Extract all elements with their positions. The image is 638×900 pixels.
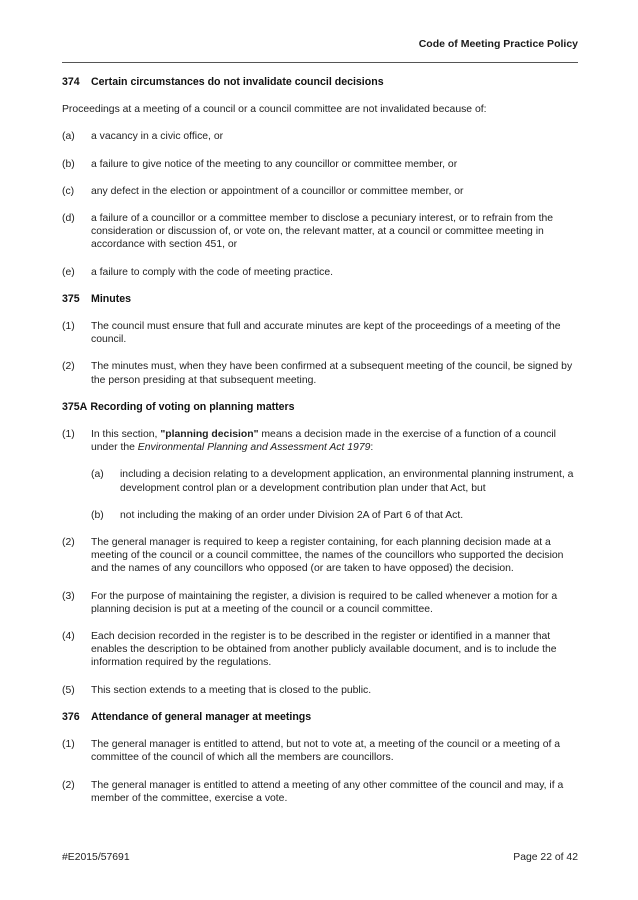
clause-text: Each decision recorded in the register is to be described in the register or identified in a manner that enables the description to be obtained from another publicly available document, and is to include the information required by the regulations.	[91, 631, 557, 669]
clause-label: (3)	[62, 590, 75, 602]
section-title: Recording of voting on planning matters	[90, 400, 295, 413]
clause-item	[62, 428, 579, 454]
clause-item	[62, 130, 579, 143]
clause-item	[62, 779, 579, 805]
clause-label: (b)	[62, 158, 75, 170]
subclause-text: including a decision relating to a development application, an environmental planning instrument, a development control plan or a development contribution plan under that Act, but	[120, 469, 574, 494]
subclause-item	[91, 468, 579, 494]
clause-item	[62, 320, 579, 346]
clause-item	[62, 360, 579, 386]
clause-label: (2)	[62, 361, 75, 373]
clause-label: (5)	[62, 684, 75, 696]
clause-label: (d)	[62, 213, 75, 225]
section-title: Certain circumstances do not invalidate council decisions	[91, 76, 384, 88]
section-375A-heading	[62, 401, 579, 414]
clause-text: This section extends to a meeting that is closed to the public.	[91, 684, 372, 696]
section-title: Attendance of general manager at meetings	[91, 710, 312, 723]
section-375-heading	[62, 293, 579, 306]
clause-item	[62, 185, 579, 198]
clause-item	[62, 630, 579, 670]
clause-item	[62, 212, 579, 252]
section-number: 375	[62, 292, 80, 305]
subclause-item	[91, 509, 579, 522]
clause-label: (1)	[62, 321, 75, 333]
clause-text: a vacancy in a civic office, or	[91, 131, 224, 143]
page-number: Page 22 of 42	[513, 852, 578, 863]
clause-text-mid: means a decision made in the exercise of a function of a council under the	[91, 429, 556, 454]
section-376-heading	[62, 711, 579, 724]
subclause-label: (b)	[91, 509, 104, 521]
clause-item	[62, 684, 579, 697]
clause-item	[62, 266, 579, 279]
clause-label: (2)	[62, 779, 75, 791]
clause-item	[62, 590, 579, 616]
header-rule	[62, 62, 578, 63]
subclause-text: not including the making of an order under Division 2A of Part 6 of that Act.	[120, 509, 464, 521]
clause-label: (4)	[62, 631, 75, 643]
clause-text: a failure to give notice of the meeting to any councillor or committee member, or	[91, 158, 458, 170]
clause-text: For the purpose of maintaining the register, a division is required to be called whenever a motion for a planning decision is put at a meeting of the council or a council committee.	[91, 590, 558, 615]
clause-label: (2)	[62, 537, 75, 549]
clause-text	[91, 428, 579, 454]
subclause-label: (a)	[91, 469, 104, 481]
clause-label: (1)	[62, 429, 75, 441]
running-header: Code of Meeting Practice Policy	[418, 38, 578, 50]
section-number: 375A	[62, 400, 88, 413]
clause-text: a failure of a councillor or a committee member to disclose a pecuniary interest, or to refrain from the consideration or discussion of, or vote on, the relevant matter, at a council or committee meeting in accordance with section 451, or	[91, 213, 554, 251]
clause-item	[62, 158, 579, 171]
defined-term: "planning decision"	[160, 429, 259, 441]
clause-label: (e)	[62, 266, 75, 278]
act-title: Environmental Planning and Assessment Act 1979	[137, 442, 371, 454]
clause-text: The minutes must, when they have been confirmed at a subsequent meeting of the council, be signed by the person presiding at that subsequent meeting.	[91, 361, 573, 386]
clause-text-post: :	[370, 442, 374, 454]
clause-label: (1)	[62, 739, 75, 751]
clause-item	[62, 738, 579, 764]
clause-text: The general manager is entitled to attend, but not to vote at, a meeting of the council or a meeting of a committee of the council of which all the members are councillors.	[91, 739, 561, 764]
clause-text: The council must ensure that full and accurate minutes are kept of the proceedings of a meeting of the council.	[91, 321, 561, 346]
clause-text: The general manager is required to keep a register containing, for each planning decision made at a meeting of the council or a council committee, the names of the councillors who supported the decision and the names of any councillors who opposed (or are taken to have opposed) the decision.	[91, 537, 564, 575]
clause-text: a failure to comply with the code of meeting practice.	[91, 266, 333, 278]
clause-label: (a)	[62, 131, 75, 143]
document-reference: #E2015/57691	[62, 852, 130, 863]
clause-label: (c)	[62, 185, 75, 197]
clause-text: any defect in the election or appointment of a councillor or committee member, or	[91, 185, 464, 197]
section-number: 376	[62, 710, 80, 723]
clause-text: The general manager is entitled to attend a meeting of any other committee of the council and may, if a member of the committee, exercise a vote.	[91, 779, 564, 804]
section-374-heading	[62, 76, 579, 89]
section-374-intro: Proceedings at a meeting of a council or a council committee are not invalidated because of:	[62, 104, 487, 116]
clause-item	[62, 536, 579, 576]
section-number: 374	[62, 76, 80, 88]
clause-text-pre: In this section,	[91, 429, 161, 441]
page-content	[62, 76, 579, 805]
section-title: Minutes	[91, 292, 132, 305]
